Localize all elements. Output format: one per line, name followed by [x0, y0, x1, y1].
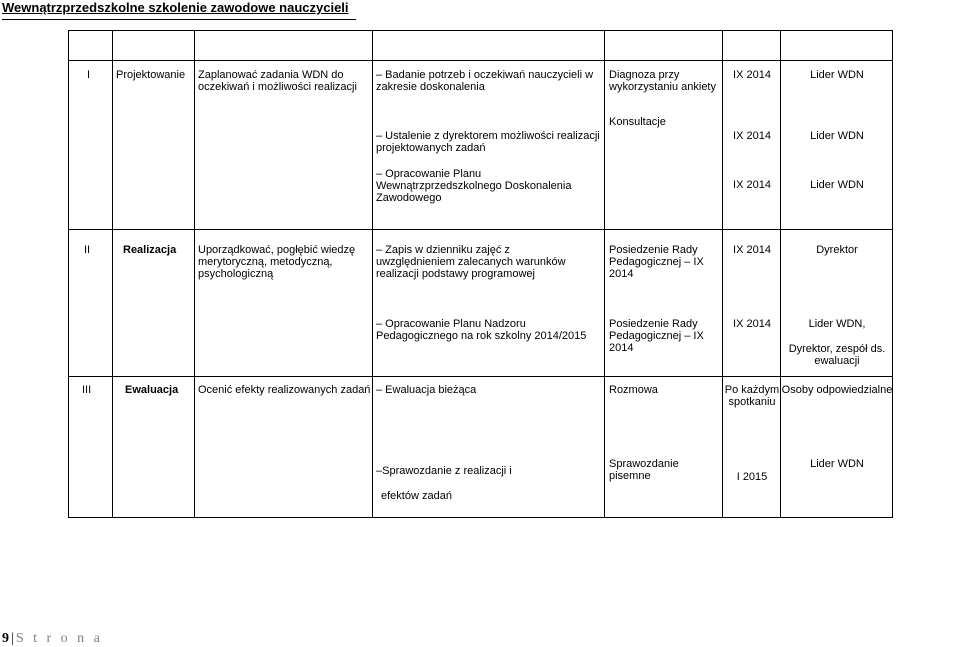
responsible-text: Dyrektor, zespół ds. ewaluacji [788, 343, 886, 367]
task-text: – Zapis w dzienniku zajęć z uwzględnieniem zalecanych warunków realizacji podstawy programowej [376, 244, 566, 280]
page-footer [2, 631, 103, 647]
date-text: IX 2014 [733, 179, 771, 191]
task-text: – Badanie potrzeb i oczekiwań nauczycieli w zakresie doskonalenia [376, 69, 594, 93]
responsible-cell [781, 61, 893, 230]
method-cell [605, 377, 723, 518]
table-row [69, 230, 893, 377]
responsible-text: Lider WDN, [808, 318, 866, 330]
method-text: Posiedzenie Rady Pedagogicznej – IX 2014 [609, 318, 704, 354]
date-text: IX 2014 [733, 318, 771, 330]
method-cell [605, 61, 723, 230]
phase-name: Projektowanie [116, 69, 186, 81]
phase-number: III [82, 384, 92, 396]
responsible-text: Osoby odpowiedzialne [781, 384, 893, 396]
goal-cell [195, 230, 373, 377]
goal-text: Uporządkować, pogłębić wiedzę merytoryczną, metodyczną, psychologiczną [198, 244, 356, 280]
footer-separator: | [11, 631, 14, 646]
document-title: Wewnątrzprzedszkolne szkolenie zawodowe nauczycieli [2, 0, 349, 15]
phase-name-cell [113, 61, 195, 230]
task-cell [373, 61, 605, 230]
method-text: Sprawozdanie pisemne [609, 458, 679, 482]
responsible-text: Dyrektor [816, 244, 858, 256]
phase-number: II [84, 244, 91, 256]
date-text: I 2015 [736, 471, 768, 483]
phase-number: I [87, 69, 91, 81]
table-row [69, 377, 893, 518]
responsible-cell [781, 230, 893, 377]
method-text: Konsultacje [609, 116, 666, 128]
date-text: IX 2014 [733, 130, 771, 142]
phase-name-cell [113, 377, 195, 518]
method-text: Posiedzenie Rady Pedagogicznej – IX 2014 [609, 244, 704, 280]
phase-name: Ewaluacja [125, 384, 179, 396]
date-text: Po każdym spotkaniu [724, 384, 780, 408]
date-text: IX 2014 [733, 69, 771, 81]
phase-name-cell [113, 230, 195, 377]
goal-cell [195, 377, 373, 518]
goal-text: Ocenić efekty realizowanych zadań [198, 384, 371, 396]
date-text: IX 2014 [733, 244, 771, 256]
task-text: – Opracowanie Planu Wewnątrzprzedszkolnego Doskonalenia Zawodowego [376, 168, 572, 204]
phase-number-cell [69, 230, 113, 377]
responsible-text: Lider WDN [810, 458, 864, 470]
title-underline [2, 19, 356, 20]
goal-text: Zaplanować zadania WDN do oczekiwań i możliwości realizacji [198, 69, 357, 93]
method-text: Diagnoza przy wykorzystaniu ankiety [609, 69, 716, 93]
task-text: – Ustalenie z dyrektorem możliwości realizacji projektowanych zadań [376, 130, 600, 154]
phase-number-cell [69, 377, 113, 518]
task-text: efektów zadań [381, 490, 452, 502]
task-cell [373, 377, 605, 518]
method-text: Rozmowa [609, 384, 658, 396]
responsible-text: Lider WDN [810, 69, 864, 81]
responsible-text: Lider WDN [810, 130, 864, 142]
phase-number-cell [69, 61, 113, 230]
responsible-text: Lider WDN [810, 179, 864, 191]
date-cell [723, 377, 781, 518]
task-cell [373, 230, 605, 377]
task-text: –Sprawozdanie z realizacji i [376, 465, 512, 477]
responsible-cell [781, 377, 893, 518]
page-label: S t r o n a [15, 631, 103, 646]
goal-cell [195, 61, 373, 230]
phase-name: Realizacja [123, 244, 177, 256]
task-text: – Opracowanie Planu Nadzoru Pedagogicznego na rok szkolny 2014/2015 [376, 318, 587, 342]
page-number: 9 [2, 631, 9, 646]
table-header-row [69, 31, 893, 61]
table-row [69, 61, 893, 230]
plan-table [68, 30, 893, 518]
task-text: – Ewaluacja bieżąca [376, 384, 477, 396]
date-cell [723, 61, 781, 230]
date-cell [723, 230, 781, 377]
method-cell [605, 230, 723, 377]
